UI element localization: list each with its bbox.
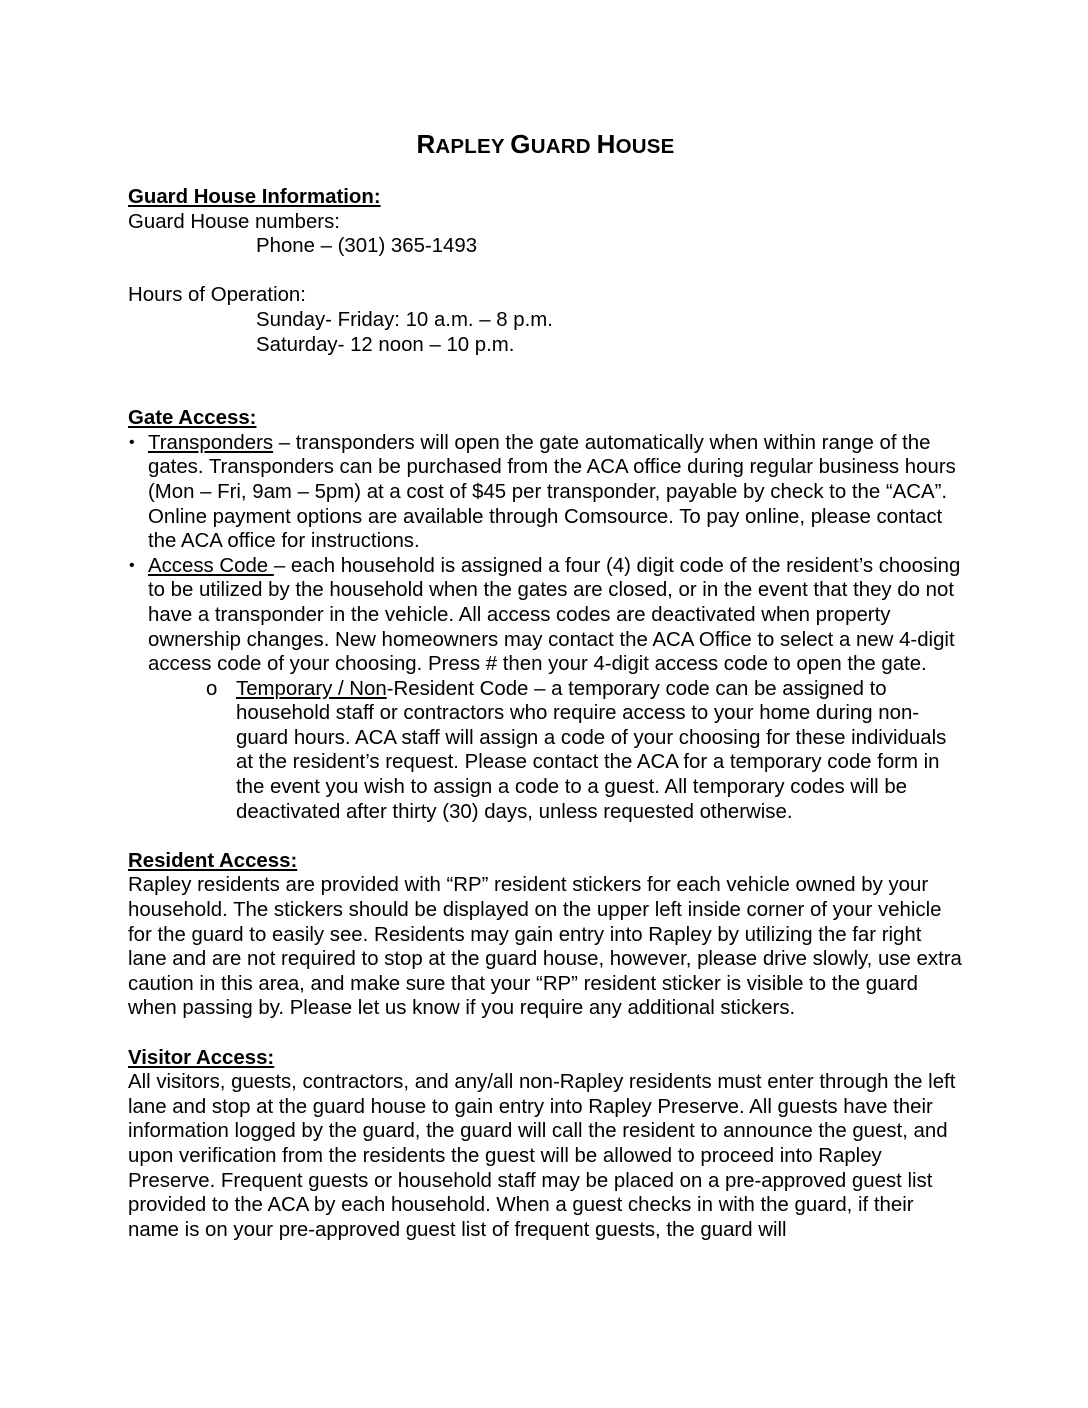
document-page: [128, 126, 963, 1242]
guard-house-numbers-label: Guard House numbers:: [128, 210, 340, 233]
visitor-access-section: [128, 1046, 963, 1243]
title-rest-house: OUSE: [615, 135, 675, 158]
page-title: [128, 126, 963, 165]
temporary-code-term: Temporary / Non: [236, 677, 387, 700]
title-cap-g: G: [510, 129, 531, 159]
visitor-access-text: All visitors, guests, contractors, and any/all non-Rapley residents must enter through the left lane and stop at the guard house to gain entry into Rapley Preserve. All guests have their information logged by the guard, the guard will call the resident to announce the guest, and upon verification from the residents the guest will be allowed to proceed into Rapley Preserve. Frequent guests or household staff may be placed on a pre-approved guest list provided to the ACA by each household. When a guest checks in with the guard, if their name is on your pre-approved guest list of frequent guests, the guard will: [128, 1071, 956, 1241]
list-item-access-code: [128, 554, 963, 677]
resident-access-text: Rapley residents are provided with “RP” resident stickers for each vehicle owned by your household. The stickers should be displayed on the upper left inside corner of your vehicle for the guard to easily see. Residents may gain entry into Rapley by utilizing the far right lane and are not required to stop at the guard house, however, please drive slowly, use extra caution in this area, and make sure that your “RP” resident sticker is visible to the guard when passing by. Please let us know if you require any additional stickers.: [128, 874, 962, 1020]
transponders-text: – transponders will open the gate automatically when within range of the gates. Transponders can be purchased from the ACA office during regular business hours (Mon – Fri, 9am – 5pm) at a cost of $45 per transponder, payable by check to the “ACA”. Online payment options are available through Comsource. To pay online, please contact the ACA office for instructions.: [148, 431, 956, 553]
resident-access-section: [128, 849, 963, 1021]
guard-house-section: [128, 185, 963, 357]
access-code-text: – each household is assigned a four (4) digit code of the resident’s choosing to be utilized by the household when the gates are closed, or in the event that they do not have a transponder in the vehicle. All access codes are deactivated when property ownership changes. New homeowners may contact the ACA Office to select a new 4-digit access code of your choosing. Press # then your 4-digit access code to open the gate.: [148, 554, 961, 676]
resident-access-heading: Resident Access:: [128, 849, 298, 872]
title-rest-guard: UARD: [530, 135, 597, 158]
gate-access-heading: Gate Access:: [128, 407, 257, 430]
guard-house-heading: Guard House Information:: [128, 186, 381, 208]
access-code-term: Access Code: [148, 554, 274, 577]
bullet-icon: •: [129, 556, 135, 574]
list-item-transponders: [128, 431, 963, 554]
list-item-temporary-code: [128, 677, 963, 825]
hours-label: Hours of Operation:: [128, 284, 306, 307]
temporary-code-text: -Resident Code – a temporary code can be assigned to household staff or contractors who require access to your home during non-guard hours. ACA staff will assign a code of your choosing for these individuals at the resident’s request. Please contact the ACA for a temporary code form in the event you wish to assign a code to a guest. All temporary codes will be deactivated after thirty (30) days, unless requested otherwise.: [236, 677, 947, 823]
guard-house-phone: Phone – (301) 365-1493: [256, 235, 478, 258]
hours-saturday: Saturday- 12 noon – 10 p.m.: [256, 333, 515, 356]
hours-weekday: Sunday- Friday: 10 a.m. – 8 p.m.: [256, 308, 553, 331]
title-cap-r: R: [416, 129, 436, 159]
title-rest-rapley: APLEY: [435, 135, 511, 158]
title-cap-h: H: [596, 129, 616, 159]
sub-bullet-icon: o: [206, 677, 218, 700]
visitor-access-heading: Visitor Access:: [128, 1046, 275, 1069]
gate-access-list: [128, 431, 963, 677]
bullet-icon: •: [129, 433, 135, 451]
transponders-term: Transponders: [148, 431, 274, 454]
gate-access-section: [128, 406, 963, 824]
